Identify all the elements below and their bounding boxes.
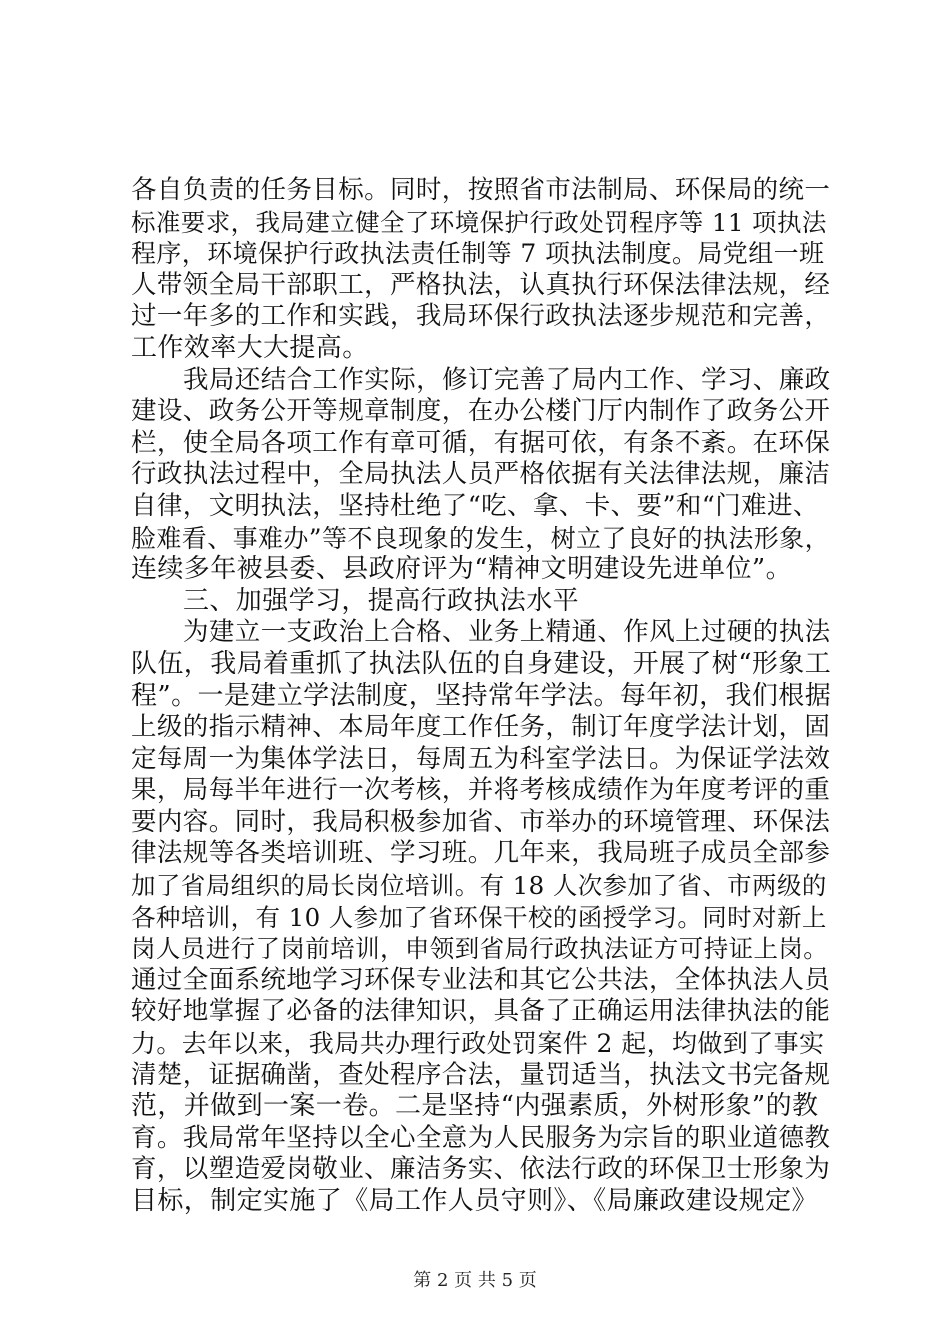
text-line: 通过全面系统地学习环保专业法和其它公共法，全体执法人员 (131, 964, 831, 995)
text-line: 育。我局常年坚持以全心全意为人民服务为宗旨的职业道德教 (131, 1122, 831, 1153)
text-line: 脸难看、事难办”等不良现象的发生，树立了良好的执法形象， (131, 523, 830, 553)
text-line: 范，并做到一案一卷。二是坚持“内强素质，外树形象”的教 (131, 1091, 819, 1122)
text-line: 加了省局组织的局长岗位培训。有 18 人次参加了省、市两级的 (131, 871, 827, 901)
text-line: 为建立一支政治上合格、业务上精通、作风上过硬的执法 (183, 617, 831, 648)
text-line: 建设、政务公开等规章制度，在办公楼门厅内制作了政务公开 (131, 396, 831, 427)
text-line: 各自负责的任务目标。同时，按照省市法制局、环保局的统一 (131, 175, 831, 205)
text-line: 育，以塑造爱岗敬业、廉洁务实、依法行政的环保卫士形象为 (131, 1154, 831, 1185)
document-body (131, 175, 831, 1218)
text-line: 栏，使全局各项工作有章可循，有据可依，有条不紊。在环保 (131, 427, 831, 458)
page-footer: 第 2 页 共 5 页 (413, 1270, 537, 1291)
text-line: 队伍，我局着重抓了执法队伍的自身建设，开展了树“形象工 (131, 648, 832, 679)
text-line: 力。去年以来，我局共办理行政处罚案件 2 起，均做到了事实 (131, 1029, 825, 1059)
text-line: 果，局每半年进行一次考核，并将考核成绩作为年度考评的重 (131, 775, 831, 806)
text-line: 行政执法过程中，全局执法人员严格依据有关法律法规，廉洁 (131, 459, 831, 490)
text-line: 三、加强学习，提高行政执法水平 (183, 585, 580, 616)
text-line: 我局还结合工作实际，修订完善了局内工作、学习、廉政 (183, 364, 831, 395)
text-line: 目标，制定实施了《局工作人员守则》、《局廉政建设规定》 (131, 1186, 818, 1216)
text-line: 过一年多的工作和实践，我局环保行政执法逐步规范和完善， (131, 301, 831, 332)
text-line: 自律，文明执法，坚持杜绝了“吃、拿、卡、要”和“门难进、 (131, 490, 819, 521)
text-line: 上级的指示精神、本局年度工作任务，制订年度学法计划，固 (131, 712, 831, 743)
text-line: 清楚，证据确凿，查处程序合法，量罚适当，执法文书完备规 (131, 1059, 831, 1090)
text-line: 标准要求，我局建立健全了环境保护行政处罚程序等 11 项执法 (131, 207, 827, 237)
text-line: 要内容。同时，我局积极参加省、市举办的环境管理、环保法 (131, 806, 831, 837)
text-line: 连续多年被县委、县政府评为“精神文明建设先进单位”。 (131, 554, 792, 585)
text-line: 人带领全局干部职工，严格执法，认真执行环保法律法规，经 (131, 269, 831, 300)
text-line: 各种培训，有 10 人参加了省环保干校的函授学习。同时对新上 (131, 902, 827, 932)
text-line: 程序，环境保护行政执法责任制等 7 项执法制度。局党组一班 (131, 239, 825, 269)
text-line: 岗人员进行了岗前培训，申领到省局行政执法证方可持证上岗。 (131, 934, 829, 964)
text-line: 较好地掌握了必备的法律知识，具备了正确运用法律执法的能 (131, 996, 831, 1027)
text-line: 定每周一为集体学法日，每周五为科室学法日。为保证学法效 (131, 743, 831, 774)
text-line: 工作效率大大提高。 (131, 332, 369, 363)
text-line: 程”。一是建立学法制度，坚持常年学法。每年初，我们根据 (131, 680, 832, 711)
text-line: 律法规等各类培训班、学习班。几年来，我局班子成员全部参 (131, 838, 831, 869)
